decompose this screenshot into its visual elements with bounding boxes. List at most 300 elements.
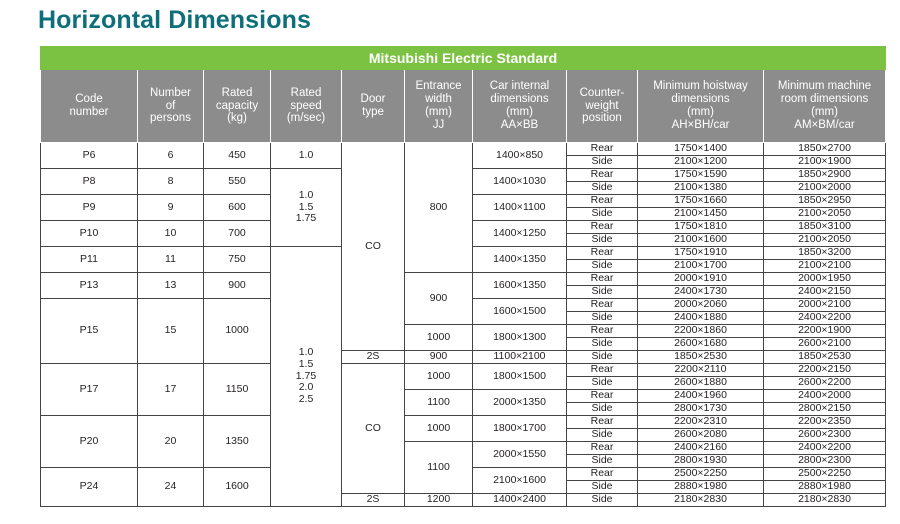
counterweight-cell (567, 169, 638, 182)
capacity-cell (204, 468, 271, 507)
machine-room-cell (764, 481, 886, 494)
counterweight-cell-text: Side (591, 337, 613, 350)
capacity-cell (204, 364, 271, 416)
hoistway-cell (638, 442, 764, 455)
machine-room-cell-text: 2200×2150 (798, 363, 851, 376)
machine-room-cell-text: 2100×2000 (798, 181, 851, 194)
car-dimensions-cell (473, 468, 567, 494)
counterweight-cell-text: Rear (590, 389, 614, 402)
hoistway-cell-text: 1850×2530 (674, 350, 727, 363)
table-row (41, 273, 886, 286)
hoistway-cell-text: 2800×1730 (674, 402, 727, 415)
machine-room-cell (764, 299, 886, 312)
hoistway-cell (638, 455, 764, 468)
hoistway-cell (638, 286, 764, 299)
entrance-width-cell (405, 273, 473, 325)
machine-room-cell (764, 377, 886, 390)
machine-room-cell-text: 2100×2050 (798, 233, 851, 246)
counterweight-cell (567, 377, 638, 390)
machine-room-cell (764, 221, 886, 234)
hoistway-cell-text: 1750×1660 (674, 194, 727, 207)
code-cell (41, 221, 138, 247)
entrance-width-cell-text: 1000 (426, 330, 451, 343)
counterweight-cell-text: Side (591, 207, 613, 220)
capacity-cell (204, 221, 271, 247)
machine-room-cell (764, 195, 886, 208)
machine-room-cell-text: 2600×2200 (798, 376, 851, 389)
hoistway-cell-text: 2400×1880 (674, 311, 727, 324)
counterweight-cell (567, 442, 638, 455)
header-counterweight (567, 70, 638, 143)
counterweight-cell (567, 234, 638, 247)
capacity-cell (204, 247, 271, 273)
code-cell-text: P11 (80, 252, 98, 265)
machine-room-cell-text: 2400×2150 (798, 285, 851, 298)
capacity-cell (204, 195, 271, 221)
persons-cell (138, 299, 204, 364)
entrance-width-cell-text: 800 (429, 200, 448, 213)
hoistway-cell (638, 208, 764, 221)
car-dimensions-cell-text: 1600×1350 (493, 278, 546, 291)
machine-room-cell (764, 364, 886, 377)
counterweight-cell-text: Side (591, 428, 613, 441)
hoistway-cell-text: 2100×1200 (674, 155, 727, 168)
machine-room-cell (764, 169, 886, 182)
machine-room-cell-text: 1850×3100 (798, 220, 851, 233)
hoistway-cell (638, 221, 764, 234)
header-speed-label: Rated speed (m/sec) (286, 86, 326, 125)
code-cell-text: P10 (79, 226, 99, 239)
header-persons-label: Number of persons (150, 86, 191, 125)
hoistway-cell-text: 2100×1700 (674, 259, 727, 272)
machine-room-cell-text: 2100×2100 (798, 259, 851, 272)
counterweight-cell-text: Rear (590, 467, 614, 480)
hoistway-cell-text: 2200×2310 (674, 415, 727, 428)
counterweight-cell (567, 208, 638, 221)
door-type-cell-text: CO (365, 421, 381, 434)
counterweight-cell (567, 299, 638, 312)
counterweight-cell (567, 468, 638, 481)
machine-room-cell-text: 2880×1980 (798, 480, 851, 493)
capacity-cell-text: 700 (228, 226, 246, 239)
code-cell (41, 364, 138, 416)
entrance-width-cell-text: 1200 (426, 493, 451, 506)
door-type-cell-text: CO (365, 239, 381, 252)
code-cell (41, 247, 138, 273)
machine-room-cell (764, 312, 886, 325)
counterweight-cell-text: Side (591, 480, 613, 493)
hoistway-cell (638, 273, 764, 286)
counterweight-cell-text: Rear (590, 194, 614, 207)
counterweight-cell (567, 273, 638, 286)
counterweight-cell-text: Rear (590, 298, 614, 311)
hoistway-cell-text: 2400×2160 (674, 441, 727, 454)
machine-room-cell (764, 156, 886, 169)
car-dimensions-cell-text: 1800×1500 (493, 369, 546, 382)
speed-cell-text: 1.0 (298, 148, 314, 161)
hoistway-cell-text: 2880×1980 (674, 480, 727, 493)
hoistway-cell-text: 2100×1450 (674, 207, 727, 220)
hoistway-cell-text: 2600×2080 (674, 428, 727, 441)
counterweight-cell-text: Side (591, 155, 613, 168)
car-dimensions-cell (473, 169, 567, 195)
machine-room-cell-text: 2000×2100 (798, 298, 851, 311)
counterweight-cell (567, 260, 638, 273)
car-dimensions-cell (473, 195, 567, 221)
machine-room-cell-text: 2600×2300 (798, 428, 851, 441)
car-dimensions-cell (473, 364, 567, 390)
counterweight-cell-text: Rear (590, 272, 614, 285)
header-car-label: Car internal dimensions (mm) AA×BB (489, 80, 550, 131)
hoistway-cell (638, 390, 764, 403)
hoistway-cell-text: 2600×1880 (674, 376, 727, 389)
entrance-width-cell-text: 900 (429, 350, 448, 363)
counterweight-cell (567, 156, 638, 169)
hoistway-cell-text: 2800×1930 (674, 454, 727, 467)
table-row (41, 364, 886, 377)
car-dimensions-cell (473, 494, 567, 507)
capacity-cell-text: 600 (228, 200, 246, 213)
machine-room-cell (764, 247, 886, 260)
machine-room-cell-text: 2400×2200 (798, 441, 851, 454)
counterweight-cell (567, 351, 638, 364)
hoistway-cell (638, 234, 764, 247)
code-cell (41, 195, 138, 221)
header-code-label: Code number (69, 93, 109, 118)
door-type-cell (342, 143, 405, 351)
entrance-width-cell (405, 325, 473, 351)
machine-room-cell (764, 182, 886, 195)
speed-cell (271, 247, 342, 507)
code-cell-text: P9 (82, 200, 96, 213)
counterweight-cell (567, 481, 638, 494)
capacity-cell (204, 416, 271, 468)
capacity-cell-text: 1150 (225, 382, 249, 395)
door-type-cell-text: 2S (366, 493, 380, 506)
persons-cell-text: 15 (164, 324, 177, 337)
persons-cell (138, 169, 204, 195)
counterweight-cell (567, 416, 638, 429)
door-type-cell (342, 364, 405, 494)
counterweight-cell-text: Rear (590, 246, 614, 259)
hoistway-cell (638, 364, 764, 377)
car-dimensions-cell (473, 143, 567, 169)
machine-room-cell (764, 260, 886, 273)
persons-cell-text: 6 (167, 148, 174, 161)
machine-room-cell (764, 286, 886, 299)
header-cw-label: Counter- weight position (579, 86, 625, 125)
code-cell (41, 143, 138, 169)
hoistway-cell (638, 325, 764, 338)
table-row (41, 416, 886, 429)
hoistway-cell (638, 182, 764, 195)
capacity-cell-text: 1600 (225, 480, 249, 493)
machine-room-cell-text: 2100×2050 (798, 207, 851, 220)
hoistway-cell-text: 1750×1590 (674, 168, 727, 181)
car-dimensions-cell-text: 2000×1550 (493, 447, 546, 460)
header-entrance (405, 70, 473, 143)
machine-room-cell-text: 2400×2000 (798, 389, 851, 402)
hoistway-cell-text: 2000×1910 (674, 272, 727, 285)
entrance-width-cell (405, 416, 473, 442)
counterweight-cell-text: Rear (590, 324, 614, 337)
entrance-width-cell-text: 1100 (427, 460, 450, 473)
entrance-width-cell-text: 1100 (427, 395, 450, 408)
machine-room-cell-text: 2800×2300 (798, 454, 851, 467)
hoistway-cell (638, 468, 764, 481)
car-dimensions-cell-text: 1400×2400 (493, 493, 546, 506)
machine-room-cell (764, 390, 886, 403)
counterweight-cell (567, 494, 638, 507)
counterweight-cell (567, 390, 638, 403)
machine-room-cell-text: 2600×2100 (798, 337, 851, 350)
header-door-label: Door type (360, 93, 386, 118)
header-hoistway (638, 70, 764, 143)
hoistway-cell-text: 2100×1600 (674, 233, 727, 246)
entrance-width-cell (405, 442, 473, 494)
capacity-cell-text: 900 (228, 278, 246, 291)
car-dimensions-cell-text: 1400×1250 (493, 226, 546, 239)
counterweight-cell-text: Side (591, 376, 613, 389)
capacity-cell (204, 143, 271, 169)
hoistway-cell (638, 156, 764, 169)
entrance-width-cell (405, 143, 473, 273)
entrance-width-cell (405, 494, 473, 507)
speed-cell (271, 143, 342, 169)
code-cell (41, 468, 138, 507)
machine-room-cell-text: 2180×2830 (798, 493, 851, 506)
counterweight-cell-text: Rear (590, 220, 614, 233)
machine-room-cell-text: 1850×2700 (798, 142, 851, 155)
hoistway-cell (638, 494, 764, 507)
hoistway-cell-text: 1750×1810 (674, 220, 727, 233)
header-capacity-label: Rated capacity (kg) (215, 86, 259, 125)
counterweight-cell (567, 195, 638, 208)
counterweight-cell-text: Side (591, 350, 613, 363)
machine-room-cell (764, 351, 886, 364)
car-dimensions-cell-text: 1800×1700 (493, 421, 546, 434)
entrance-width-cell (405, 351, 473, 364)
machine-room-cell-text: 1850×2950 (798, 194, 851, 207)
car-dimensions-cell-text: 1100×2100 (493, 350, 546, 363)
counterweight-cell-text: Side (591, 259, 613, 272)
code-cell (41, 273, 138, 299)
speed-cell-text: 1.0 1.5 1.75 2.0 2.5 (295, 346, 317, 406)
capacity-cell-text: 750 (228, 252, 246, 265)
hoistway-cell (638, 351, 764, 364)
counterweight-cell-text: Side (591, 493, 613, 506)
header-door (342, 70, 405, 143)
machine-room-cell (764, 338, 886, 351)
hoistway-cell (638, 143, 764, 156)
counterweight-cell (567, 364, 638, 377)
persons-cell-text: 24 (164, 480, 177, 493)
hoistway-cell (638, 260, 764, 273)
hoistway-cell-text: 1750×1400 (674, 142, 727, 155)
persons-cell-text: 9 (167, 200, 174, 213)
car-dimensions-cell (473, 390, 567, 416)
counterweight-cell-text: Side (591, 311, 613, 324)
persons-cell-text: 10 (164, 226, 177, 239)
hoistway-cell (638, 338, 764, 351)
car-dimensions-cell-text: 2000×1350 (493, 395, 546, 408)
car-dimensions-cell-text: 1600×1500 (493, 304, 546, 317)
machine-room-cell (764, 325, 886, 338)
code-cell-text: P13 (79, 278, 99, 291)
car-dimensions-cell (473, 247, 567, 273)
machine-room-cell-text: 2400×2200 (798, 311, 851, 324)
counterweight-cell (567, 403, 638, 416)
hoistway-cell (638, 481, 764, 494)
header-persons (138, 70, 204, 143)
hoistway-cell-text: 2180×2830 (674, 493, 727, 506)
persons-cell-text: 17 (164, 382, 177, 395)
dimensions-table (40, 46, 886, 507)
hoistway-cell-text: 2600×1680 (674, 337, 727, 350)
entrance-width-cell (405, 364, 473, 390)
header-hoistway-label: Minimum hoistway dimensions (mm) AH×BH/car (653, 80, 748, 131)
machine-room-cell (764, 416, 886, 429)
capacity-cell-text: 1350 (225, 434, 249, 447)
capacity-cell (204, 299, 271, 364)
entrance-width-cell-text: 1000 (426, 421, 451, 434)
door-type-cell (342, 351, 405, 364)
persons-cell-text: 20 (164, 434, 177, 447)
hoistway-cell-text: 2200×1860 (674, 324, 727, 337)
hoistway-cell (638, 169, 764, 182)
capacity-cell-text: 550 (228, 174, 246, 187)
header-code (41, 70, 138, 143)
hoistway-cell-text: 2400×1730 (674, 285, 727, 298)
code-cell-text: P17 (79, 382, 99, 395)
persons-cell (138, 143, 204, 169)
machine-room-cell (764, 442, 886, 455)
hoistway-cell (638, 377, 764, 390)
header-capacity (204, 70, 271, 143)
car-dimensions-cell-text: 1400×850 (495, 148, 543, 161)
machine-room-cell (764, 429, 886, 442)
entrance-width-cell (405, 390, 473, 416)
door-type-cell (342, 494, 405, 507)
hoistway-cell (638, 312, 764, 325)
persons-cell (138, 468, 204, 507)
persons-cell (138, 416, 204, 468)
car-dimensions-cell-text: 1400×1030 (493, 174, 546, 187)
counterweight-cell-text: Side (591, 454, 613, 467)
machine-room-cell-text: 2100×1900 (798, 155, 851, 168)
counterweight-cell (567, 247, 638, 260)
hoistway-cell-text: 2400×1960 (674, 389, 727, 402)
hoistway-cell-text: 2500×2250 (674, 467, 727, 480)
machine-room-cell-text: 2000×1950 (798, 272, 851, 285)
machine-room-cell (764, 403, 886, 416)
counterweight-cell (567, 312, 638, 325)
counterweight-cell (567, 143, 638, 156)
hoistway-cell-text: 2100×1380 (674, 181, 727, 194)
counterweight-cell-text: Side (591, 285, 613, 298)
counterweight-cell (567, 455, 638, 468)
hoistway-cell (638, 429, 764, 442)
counterweight-cell-text: Rear (590, 142, 614, 155)
code-cell (41, 169, 138, 195)
table-body (41, 143, 886, 507)
machine-room-cell-text: 2800×2150 (798, 402, 851, 415)
car-dimensions-cell (473, 299, 567, 325)
hoistway-cell (638, 195, 764, 208)
header-car (473, 70, 567, 143)
persons-cell (138, 247, 204, 273)
table-banner: Mitsubishi Electric Standard (41, 47, 886, 70)
machine-room-cell-text: 2200×1900 (798, 324, 851, 337)
machine-room-cell (764, 455, 886, 468)
speed-cell-text: 1.0 1.5 1.75 (295, 188, 317, 225)
machine-room-cell (764, 468, 886, 481)
car-dimensions-cell (473, 325, 567, 351)
counterweight-cell-text: Side (591, 233, 613, 246)
header-speed (271, 70, 342, 143)
hoistway-cell (638, 299, 764, 312)
header-machine-room (764, 70, 886, 143)
counterweight-cell-text: Side (591, 402, 613, 415)
header-machine-label: Minimum machine room dimensions (mm) AM×BM/car (777, 80, 872, 131)
code-cell (41, 416, 138, 468)
counterweight-cell (567, 429, 638, 442)
code-cell-text: P15 (79, 324, 99, 337)
machine-room-cell-text: 1850×2900 (798, 168, 851, 181)
car-dimensions-cell (473, 416, 567, 442)
counterweight-cell (567, 286, 638, 299)
capacity-cell-text: 450 (228, 148, 246, 161)
counterweight-cell-text: Rear (590, 415, 614, 428)
car-dimensions-cell (473, 273, 567, 299)
machine-room-cell (764, 143, 886, 156)
car-dimensions-cell (473, 442, 567, 468)
persons-cell (138, 221, 204, 247)
counterweight-cell-text: Rear (590, 363, 614, 376)
code-cell-text: P24 (79, 480, 99, 493)
hoistway-cell-text: 2200×2110 (674, 363, 727, 376)
counterweight-cell (567, 325, 638, 338)
counterweight-cell (567, 338, 638, 351)
machine-room-cell (764, 234, 886, 247)
door-type-cell-text: 2S (366, 350, 380, 363)
code-cell-text: P8 (82, 174, 96, 187)
speed-cell (271, 169, 342, 247)
counterweight-cell-text: Side (591, 181, 613, 194)
machine-room-cell-text: 2200×2350 (798, 415, 851, 428)
persons-cell-text: 8 (167, 174, 174, 187)
machine-room-cell (764, 208, 886, 221)
persons-cell (138, 195, 204, 221)
car-dimensions-cell (473, 351, 567, 364)
car-dimensions-cell-text: 1400×1350 (493, 252, 546, 265)
machine-room-cell (764, 494, 886, 507)
car-dimensions-cell (473, 221, 567, 247)
hoistway-cell (638, 403, 764, 416)
counterweight-cell-text: Rear (590, 168, 614, 181)
car-dimensions-cell-text: 1800×1300 (493, 330, 546, 343)
capacity-cell (204, 273, 271, 299)
page-title: Horizontal Dimensions (38, 6, 311, 34)
persons-cell (138, 273, 204, 299)
code-cell-text: P20 (79, 434, 99, 447)
counterweight-cell-text: Rear (590, 441, 614, 454)
capacity-cell (204, 169, 271, 195)
machine-room-cell-text: 2500×2250 (798, 467, 851, 480)
counterweight-cell (567, 182, 638, 195)
capacity-cell-text: 1000 (225, 324, 249, 337)
machine-room-cell-text: 1850×3200 (798, 246, 851, 259)
